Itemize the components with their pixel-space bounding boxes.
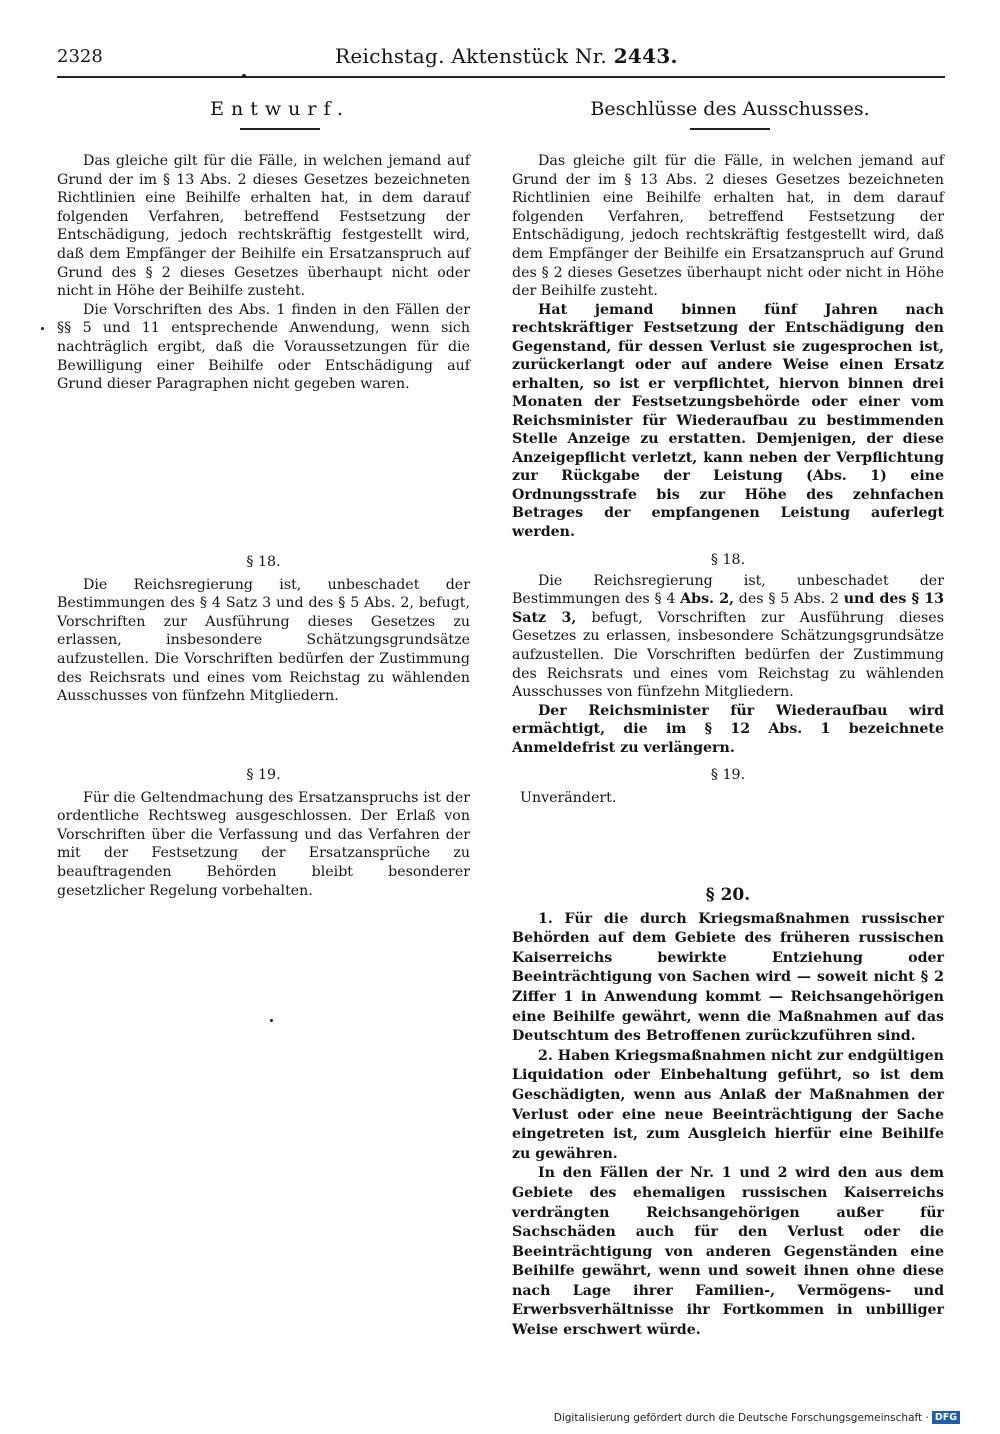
right-section-18-title: § 18. bbox=[710, 552, 746, 568]
right-heading-rule bbox=[690, 128, 770, 130]
right-section-18-paragraph-1 bbox=[512, 572, 944, 702]
header-rule bbox=[57, 76, 945, 78]
dfg-logo: DFG bbox=[932, 1411, 960, 1424]
print-mark bbox=[270, 1019, 273, 1022]
header-title-number: 2443. bbox=[613, 44, 678, 68]
left-section-19-title: § 19. bbox=[246, 767, 281, 783]
right-intro bbox=[512, 152, 944, 541]
right-section-20-paragraph-3: In den Fällen der Nr. 1 und 2 wird den aus dem Gebiete des ehemaligen russischen Kaiserreichs verdrängten Reichsangehörigen außer für Sachschäden auch für den Verlust oder die Beeinträchtigung von anderen Gegenständen eine Beihilfe gewährt, wenn und soweit ihnen ohne diese nach Lage ihrer Familien-, Vermögens- und Erwerbsverhältnisse ihr Fortkommen in unbilliger Weise erschwert würde. bbox=[512, 1165, 944, 1339]
left-intro-paragraph-1: Das gleiche gilt für die Fälle, in welchen jemand auf Grund der im § 13 Abs. 2 dieses Gesetzes bezeichneten Richtlinien eine Beihilfe erhalten hat, in dem darauf folgenden Verfahren, betreffend Festsetzung der Entschädigung, jedoch rechtskräftig festgestellt wird, daß dem Empfänger der Beihilfe ein Ersatzanspruch auf Grund des § 2 dieses Gesetzes überhaupt nicht oder nicht in Höhe der Beihilfe zusteht. bbox=[57, 153, 470, 300]
left-section-18-text: Die Reichsregierung ist, unbeschadet der Bestimmungen des § 4 Satz 3 und des § 5 Abs. 2, befugt, Vorschriften zur Ausführung dieses Gesetzes zu erlassen, insbesondere Schätzungsgrundsätze aufzustellen. Die Vorschriften bedürfen der Zustimmung des Reichsrats und eines vom Reichstag zu wählenden Ausschusses von fünfzehn Mitgliedern. bbox=[57, 576, 470, 705]
left-section-18 bbox=[57, 553, 470, 706]
left-section-18-title: § 18. bbox=[246, 554, 281, 570]
right-s18-text-c: des § 5 Abs. 2 bbox=[738, 591, 839, 608]
left-intro bbox=[57, 152, 470, 394]
right-section-20-paragraph-1: 1. Für die durch Kriegsmaßnahmen russischer Behörden auf dem Gebiete des früheren russischen Kaiserreichs bewirkte Entziehung oder Beeinträchtigung von Sachen wird — soweit nicht § 2 Ziffer 1 in Anwendung kommt — Reichsangehörigen eine Beihilfe gewährt, wenn die Maßnahmen auf das Deutschtum des Betroffenen zurückzuführen sind. bbox=[512, 910, 944, 1045]
print-mark bbox=[242, 74, 246, 78]
digitization-footer bbox=[554, 1411, 960, 1424]
left-intro-paragraph-2: Die Vorschriften des Abs. 1 finden in den Fällen der §§ 5 und 11 entsprechende Anwendung, wenn sich nachträglich ergibt, daß die Voraussetzungen für die Bewilligung einer Beihilfe oder Entschädigung auf Grund dieser Paragraphen nicht gegeben waren. bbox=[57, 301, 470, 393]
right-s18-text-b: Abs. 2, bbox=[680, 591, 735, 608]
right-section-19-text: Unverändert. bbox=[520, 789, 617, 806]
right-section-20-paragraph-2: 2. Haben Kriegsmaßnahmen nicht zur endgültigen Liquidation oder Einbehaltung geführt, so ist dem Geschädigten, wenn aus Anlaß der Maßnahmen der Verlust oder eine neue Beeinträchtigung der Sache eingetreten ist, zum Ausgleich hierfür eine Beihilfe zu gewähren. bbox=[512, 1047, 944, 1162]
right-s18-text-a: Die Reichsregierung ist, unbeschadet der Bestimmungen des § 4 bbox=[512, 572, 944, 608]
right-section-20 bbox=[512, 886, 944, 1341]
left-section-19 bbox=[57, 766, 470, 900]
left-heading-rule bbox=[240, 128, 320, 130]
left-section-19-text: Für die Geltendmachung des Ersatzanspruchs ist der ordentliche Rechtsweg ausgeschlossen. Der Erlaß von Vorschriften über die Verfassung und das Verfahren der mit der Festsetzung der Ersatzansprüche zu beauftragenden Behörden bleibt besonderer gesetzlicher Regelung vorbehalten. bbox=[57, 789, 470, 899]
right-section-20-title: § 20. bbox=[705, 885, 751, 905]
right-section-19 bbox=[512, 766, 944, 807]
right-intro-paragraph-1: Das gleiche gilt für die Fälle, in welchen jemand auf Grund der im § 13 Abs. 2 dieses Gesetzes bezeichneten Richtlinien eine Beihilfe erhalten hat, in dem darauf folgenden Verfahren, betreffend Festsetzung der Entschädigung, jedoch rechtskräftig festgestellt wird, daß dem Empfänger der Beihilfe ein Ersatzanspruch auf Grund des § 2 dieses Gesetzes überhaupt nicht oder nicht in Höhe der Beihilfe zusteht. bbox=[512, 153, 944, 300]
left-column-heading: Entwurf. bbox=[210, 98, 350, 120]
right-s18-text-d: und des § 13 Satz 3, bbox=[512, 591, 944, 626]
footer-text: Digitalisierung gefördert durch die Deutsche Forschungsgemeinschaft · bbox=[553, 1411, 929, 1424]
page-number: 2328 bbox=[57, 46, 103, 67]
page-header-title bbox=[335, 44, 678, 68]
right-s18-text-e: befugt, Vorschriften zur Ausführung dieses Gesetzes zu erlassen, insbesondere Schätzungsgrundsätze aufzustellen. Die Vorschriften bedürfen der Zustimmung des Reichsrats und eines vom Reichstag zu wählenden Ausschusses von fünfzehn Mitgliedern. bbox=[512, 609, 944, 701]
right-section-18 bbox=[512, 551, 944, 758]
right-section-19-title: § 19. bbox=[710, 767, 746, 783]
header-title-prefix: Reichstag. Aktenstück Nr. bbox=[335, 44, 608, 68]
right-column-heading: Beschlüsse des Ausschusses. bbox=[590, 98, 870, 120]
right-section-18-paragraph-2: Der Reichsminister für Wiederaufbau wird ermächtigt, die im § 12 Abs. 1 bezeichnete Anmeldefrist zu verlängern. bbox=[512, 702, 944, 756]
print-mark bbox=[41, 327, 44, 330]
right-intro-paragraph-2: Hat jemand binnen fünf Jahren nach rechtskräftiger Festsetzung der Entschädigung den Gegenstand, für dessen Verlust sie zugesprochen ist, zurückerlangt oder auf andere Weise einen Ersatz erhalten, so ist er verpflichtet, hiervon binnen drei Monaten der Festsetzungsbehörde oder einer vom Reichsminister für Wiederaufbau zu bestimmenden Stelle Anzeige zu erstatten. Demjenigen, der diese Anzeigepflicht verletzt, kann neben der Verpflichtung zur Rückgabe der Leistung (Abs. 1) eine Ordnungsstrafe bis zur Höhe des zehnfachen Betrages der empfangenen Leistung auferlegt werden. bbox=[512, 301, 944, 540]
